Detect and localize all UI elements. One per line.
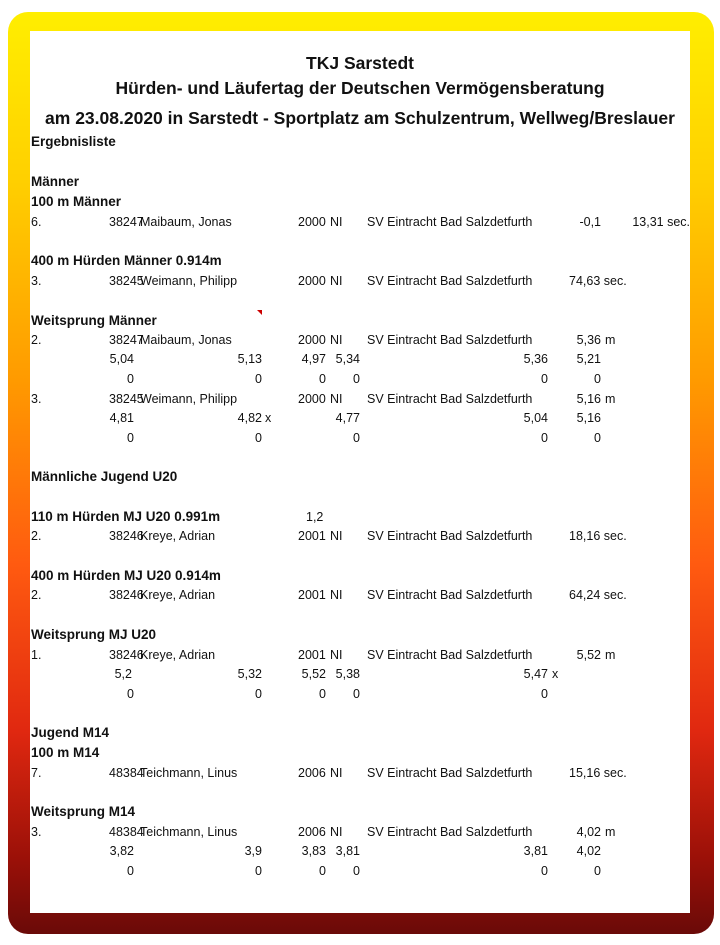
wind: 0 [353, 687, 360, 701]
event-heading: 110 m Hürden MJ U20 0.991m [31, 509, 221, 524]
event-heading: 100 m Männer [31, 194, 122, 209]
unit: m [605, 392, 616, 406]
result: 5,16 [576, 392, 601, 406]
state: NI [330, 825, 343, 839]
unit: m [605, 333, 616, 347]
attempt: 5,47 [523, 667, 548, 681]
bib-number: 38247 [109, 215, 144, 229]
wind: 0 [353, 864, 360, 878]
attempt: 3,82 [109, 844, 134, 858]
category-heading: Männliche Jugend U20 [31, 469, 178, 484]
result: 4,02 [576, 825, 601, 839]
wind: 0 [255, 372, 262, 386]
attempt: 5,36 [523, 352, 548, 366]
club: SV Eintracht Bad Salzdetfurth [367, 766, 533, 780]
bib-number: 48384 [109, 825, 144, 839]
athlete-name: Kreye, Adrian [140, 648, 216, 662]
athlete-name: Maibaum, Jonas [140, 333, 232, 347]
bib-number: 38246 [109, 588, 144, 602]
wind: 0 [353, 372, 360, 386]
attempt: 5,38 [335, 667, 360, 681]
wind: -0,1 [579, 215, 601, 229]
bib-number: 38246 [109, 529, 144, 543]
club: SV Eintracht Bad Salzdetfurth [367, 648, 533, 662]
wind: 0 [541, 864, 548, 878]
state: NI [330, 529, 343, 543]
foul-mark: x [265, 411, 272, 425]
event-name: Hürden- und Läufertag der Deutschen Vermögensberatung [115, 78, 605, 98]
page-title: TKJ Sarstedt [306, 53, 414, 73]
attempt: 5,21 [576, 352, 601, 366]
attempt: 4,82 [237, 411, 262, 425]
place: 3. [31, 274, 42, 288]
event-heading: Weitsprung Männer [31, 313, 157, 328]
event-heading: Weitsprung MJ U20 [31, 627, 157, 642]
results-list-title: Ergebnisliste [31, 134, 116, 149]
result: 5,36 [576, 333, 601, 347]
results-sheet [30, 31, 690, 913]
state: NI [330, 766, 343, 780]
event-heading: Weitsprung M14 [31, 804, 136, 819]
wind: 0 [255, 687, 262, 701]
club: SV Eintracht Bad Salzdetfurth [367, 392, 533, 406]
comment-marker-icon [257, 310, 262, 315]
wind: 0 [319, 864, 326, 878]
state: NI [330, 274, 343, 288]
wind: 0 [127, 687, 134, 701]
bib-number: 38246 [109, 648, 144, 662]
athlete-name: Kreye, Adrian [140, 529, 216, 543]
attempt: 3,81 [335, 844, 360, 858]
bib-number: 38245 [109, 274, 144, 288]
wind: 0 [255, 864, 262, 878]
place: 3. [31, 825, 42, 839]
place: 2. [31, 588, 42, 602]
state: NI [330, 333, 343, 347]
attempt: 3,83 [301, 844, 326, 858]
athlete-name: Kreye, Adrian [140, 588, 216, 602]
wind: 0 [541, 687, 548, 701]
place: 2. [31, 333, 42, 347]
wind: 0 [594, 372, 601, 386]
birth-year: 2006 [298, 825, 326, 839]
place: 2. [31, 529, 42, 543]
attempt: 5,2 [114, 667, 132, 681]
category-heading: Männer [31, 174, 80, 189]
wind: 0 [127, 864, 134, 878]
athlete-name: Teichmann, Linus [140, 825, 238, 839]
place: 3. [31, 392, 42, 406]
attempt: 4,81 [109, 411, 134, 425]
wind: 0 [319, 687, 326, 701]
wind: 0 [127, 431, 134, 445]
result: 5,52 [576, 648, 601, 662]
wind: 0 [319, 372, 326, 386]
event-heading: 400 m Hürden MJ U20 0.914m [31, 568, 221, 583]
club: SV Eintracht Bad Salzdetfurth [367, 333, 533, 347]
state: NI [330, 588, 343, 602]
club: SV Eintracht Bad Salzdetfurth [367, 529, 533, 543]
athlete-name: Teichmann, Linus [140, 766, 238, 780]
foul-mark: x [552, 667, 559, 681]
club: SV Eintracht Bad Salzdetfurth [367, 274, 533, 288]
event-heading: 100 m M14 [31, 745, 100, 760]
result: 13,31 sec. [632, 215, 690, 229]
birth-year: 2000 [298, 274, 326, 288]
birth-year: 2001 [298, 588, 326, 602]
birth-year: 2000 [298, 333, 326, 347]
birth-year: 2000 [298, 215, 326, 229]
unit: m [605, 825, 616, 839]
wind: 0 [541, 431, 548, 445]
birth-year: 2006 [298, 766, 326, 780]
attempt: 5,32 [237, 667, 262, 681]
wind: 0 [594, 864, 601, 878]
result: 64,24 sec. [569, 588, 627, 602]
attempt: 3,9 [244, 844, 262, 858]
bib-number: 48384 [109, 766, 144, 780]
category-heading: Jugend M14 [31, 725, 110, 740]
wind: 1,2 [306, 510, 324, 524]
athlete-name: Weimann, Philipp [140, 274, 238, 288]
attempt: 4,77 [335, 411, 360, 425]
birth-year: 2001 [298, 648, 326, 662]
club: SV Eintracht Bad Salzdetfurth [367, 825, 533, 839]
place: 1. [31, 648, 42, 662]
attempt: 3,81 [523, 844, 548, 858]
attempt: 5,04 [523, 411, 548, 425]
attempt: 5,52 [301, 667, 326, 681]
place: 7. [31, 766, 42, 780]
bib-number: 38245 [109, 392, 144, 406]
birth-year: 2001 [298, 529, 326, 543]
wind: 0 [353, 431, 360, 445]
unit: m [605, 648, 616, 662]
wind: 0 [541, 372, 548, 386]
bib-number: 38247 [109, 333, 144, 347]
event-heading: 400 m Hürden Männer 0.914m [31, 253, 222, 268]
state: NI [330, 648, 343, 662]
athlete-name: Maibaum, Jonas [140, 215, 232, 229]
result: 74,63 sec. [569, 274, 627, 288]
result: 15,16 sec. [569, 766, 627, 780]
attempt: 5,13 [237, 352, 262, 366]
club: SV Eintracht Bad Salzdetfurth [367, 215, 533, 229]
wind: 0 [255, 431, 262, 445]
attempt: 4,02 [576, 844, 601, 858]
attempt: 5,34 [335, 352, 360, 366]
result: 18,16 sec. [569, 529, 627, 543]
place: 6. [31, 215, 42, 229]
wind: 0 [127, 372, 134, 386]
attempt: 4,97 [301, 352, 326, 366]
birth-year: 2000 [298, 392, 326, 406]
event-date-location: am 23.08.2020 in Sarstedt - Sportplatz am Schulzentrum, Wellweg/Breslauer [45, 108, 675, 128]
wind: 0 [594, 431, 601, 445]
athlete-name: Weimann, Philipp [140, 392, 238, 406]
attempt: 5,16 [576, 411, 601, 425]
club: SV Eintracht Bad Salzdetfurth [367, 588, 533, 602]
state: NI [330, 215, 343, 229]
attempt: 5,04 [109, 352, 134, 366]
state: NI [330, 392, 343, 406]
